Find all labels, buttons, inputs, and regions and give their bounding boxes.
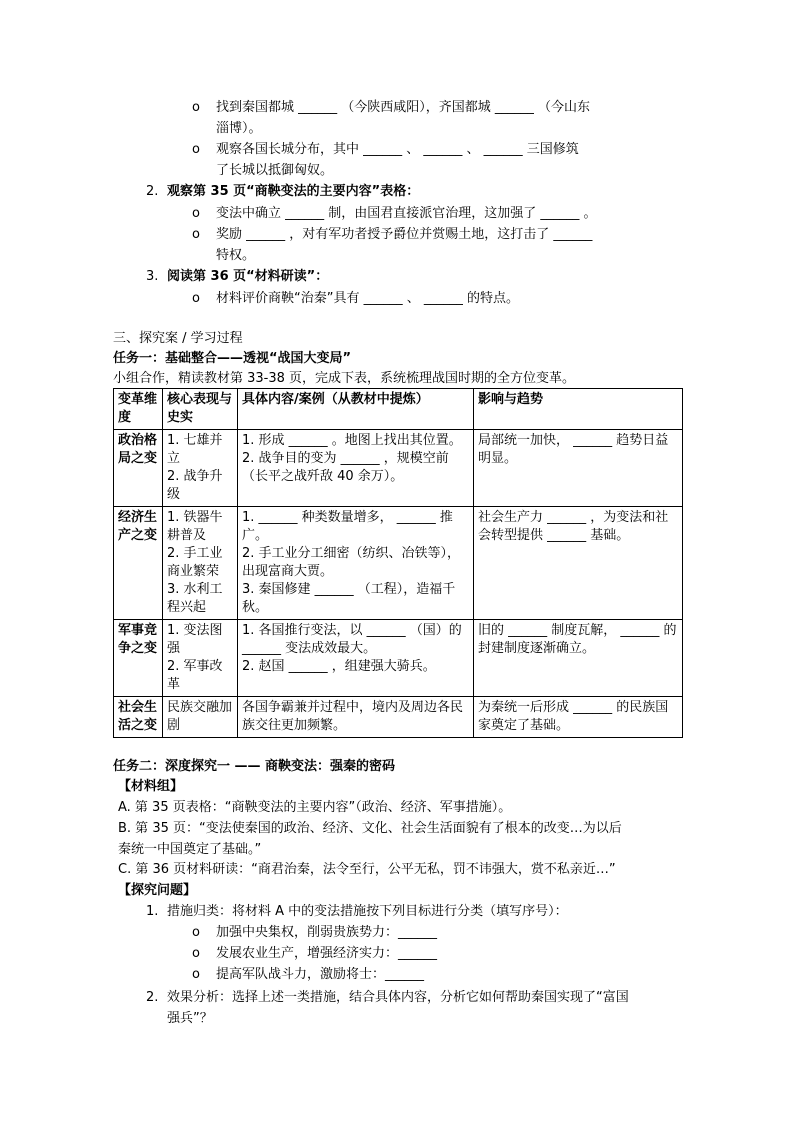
item-military-merit-cont: 特权。 <box>216 248 256 263</box>
detail-item: 2. 手工业分工细密（纺织、冶铁等），出现富商大贾。 <box>242 546 461 579</box>
task-title: 任务一：基础整合——透视“战国大变局” <box>113 351 352 366</box>
question-analysis: 效果分析：选择上述一类措施，结合具体内容，分析它如何帮助秦国实现了“富国 <box>167 990 629 1005</box>
row-core <box>163 430 238 507</box>
bullet-marker: o <box>192 946 200 961</box>
bullet-marker: o <box>192 227 200 242</box>
question-number: 2. <box>146 184 159 199</box>
item-material-evaluation: 材料评价商鞅“治秦”具有 ______ 、 ______ 的特点。 <box>216 291 519 306</box>
item-county-system: 变法中确立 ______ 制，由国君直接派官治理，这加强了 ______ 。 <box>216 206 597 221</box>
table-row <box>114 697 683 738</box>
row-dimension: 军事竞争之变 <box>114 620 163 697</box>
core-item: 1. 七雄并立 <box>167 433 223 466</box>
task-intro: 小组合作，精读教材第 33-38 页，完成下表，系统梳理战国时期的全方位变革。 <box>113 371 576 386</box>
row-impact: 局部统一加快， ______ 趋势日益明显。 <box>474 430 683 507</box>
core-item: 2. 军事改革 <box>167 659 223 692</box>
material-a: A. 第 35 页表格：“商鞅变法的主要内容”（政治、经济、军事措施）。 <box>118 800 512 815</box>
row-dimension: 政治格局之变 <box>114 430 163 507</box>
question-number: 2. <box>146 990 159 1005</box>
questions-heading: 【探究问题】 <box>118 883 197 898</box>
material-b: B. 第 35 页：“变法使秦国的政治、经济、文化、社会生活面貌有了根本的改变…为以后 <box>118 821 622 836</box>
table-row <box>114 430 683 507</box>
core-item: 2. 战争升级 <box>167 469 223 502</box>
item-great-wall: 观察各国长城分布，其中 ______ 、 ______ 、 ______ 三国修筑 <box>216 142 579 157</box>
material-b-cont: 秦统一中国奠定了基础。” <box>118 842 262 857</box>
classify-item-centralization: 加强中央集权，削弱贵族势力：______ <box>216 925 438 940</box>
table-header-cell: 具体内容/案例（从教材中提炼） <box>238 389 474 430</box>
bullet-marker: o <box>192 100 200 115</box>
core-item: 3. 水利工程兴起 <box>167 582 223 615</box>
row-impact: 为秦统一后形成 ______ 的民族国家奠定了基础。 <box>474 697 683 738</box>
question-classify: 措施归类：将材料 A 中的变法措施按下列目标进行分类（填写序号）： <box>167 904 568 919</box>
task-title: 任务二：深度探究一 —— 商鞅变法：强秦的密码 <box>113 759 396 774</box>
core-item: 2. 手工业商业繁荣 <box>167 546 223 579</box>
core-item: 民族交融加剧 <box>167 700 233 733</box>
row-detail <box>238 620 474 697</box>
bullet-marker: o <box>192 925 200 940</box>
core-item: 1. 铁器牛耕普及 <box>167 510 223 543</box>
table-header-cell: 变革维度 <box>114 389 163 430</box>
item-capital-cities: 找到秦国都城 ______ （今陕西咸阳），齐国都城 ______ （今山东 <box>216 100 591 115</box>
row-core <box>163 697 238 738</box>
item-military-merit: 奖励 ______ ，对有军功者授予爵位并赏赐土地，这打击了 ______ <box>216 227 593 242</box>
detail-item: 1. ______ 种类数量增多， ______ 推广。 <box>242 510 453 543</box>
table-header-cell: 核心表现与史实 <box>163 389 238 430</box>
bullet-marker: o <box>192 967 200 982</box>
detail-item: 2. 战争目的变为 ______ ，规模空前（长平之战歼敌 40 余万）。 <box>242 451 449 484</box>
question-title: 观察第 35 页“商鞅变法的主要内容”表格： <box>167 184 420 199</box>
bullet-marker: o <box>192 142 200 157</box>
section-title: 三、探究案 / 学习过程 <box>113 331 243 346</box>
detail-item: 3. 秦国修建 ______ （工程），造福千秋。 <box>242 582 456 615</box>
detail-item: 1. 形成 ______ 。地图上找出其位置。 <box>242 433 462 448</box>
item-capital-cities-cont: 淄博）。 <box>216 121 262 136</box>
classify-item-military: 提高军队战斗力，激励将士：______ <box>216 967 425 982</box>
question-number: 1. <box>146 904 159 919</box>
table-header-cell: 影响与趋势 <box>474 389 683 430</box>
core-item: 1. 变法图强 <box>167 623 223 656</box>
row-detail <box>238 430 474 507</box>
detail-item: 1. 各国推行变法，以 ______ （国）的 ______ 变法成效最大。 <box>242 623 462 656</box>
row-impact: 旧的 ______ 制度瓦解， ______ 的封建制度逐渐确立。 <box>474 620 683 697</box>
question-title: 阅读第 36 页“材料研读”： <box>167 269 329 284</box>
detail-item: 2. 赵国 ______ ，组建强大骑兵。 <box>242 659 436 674</box>
materials-heading: 【材料组】 <box>118 779 184 794</box>
row-core <box>163 620 238 697</box>
item-great-wall-cont: 了长城以抵御匈奴。 <box>216 163 334 178</box>
question-number: 3. <box>146 269 159 284</box>
bullet-marker: o <box>192 206 200 221</box>
row-detail <box>238 507 474 620</box>
row-impact: 社会生产力 ______ ，为变法和社会转型提供 ______ 基础。 <box>474 507 683 620</box>
table-row <box>114 507 683 620</box>
row-dimension: 社会生活之变 <box>114 697 163 738</box>
detail-item: 各国争霸兼并过程中，境内及周边各民族交往更加频繁。 <box>242 700 464 733</box>
table-row <box>114 620 683 697</box>
row-detail <box>238 697 474 738</box>
classify-item-agriculture: 发展农业生产，增强经济实力：______ <box>216 946 438 961</box>
material-c: C. 第 36 页材料研读：“商君治秦，法令至行，公平无私，罚不讳强大，赏不私亲近…” <box>118 862 616 877</box>
row-dimension: 经济生产之变 <box>114 507 163 620</box>
row-core <box>163 507 238 620</box>
bullet-marker: o <box>192 291 200 306</box>
table-header-row <box>114 389 683 430</box>
change-table <box>113 388 683 738</box>
question-analysis-cont: 强兵”？ <box>167 1011 213 1026</box>
